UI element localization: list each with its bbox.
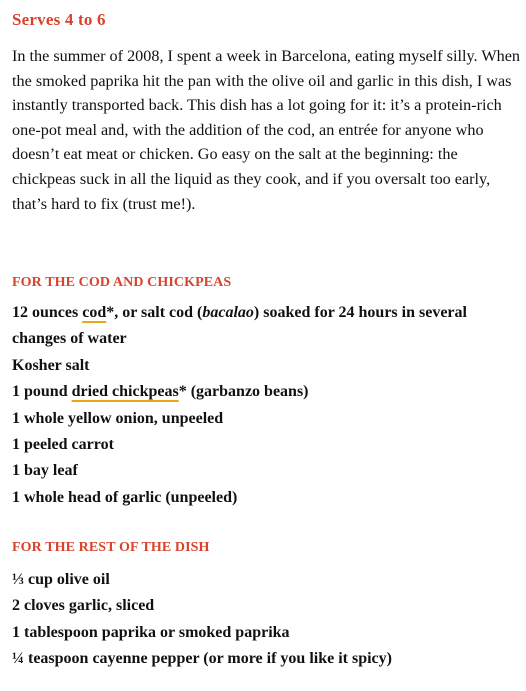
ingredient-item: 1 tablespoon paprika or smoked paprika [12,623,290,641]
ingredient-item: 12 ounces cod*, or salt cod (bacalao) soaked for 24 hours in several changes of water [12,304,467,348]
ingredient-item: Kosher salt [12,356,90,374]
ingredient-list-cod-chickpeas [12,300,522,511]
cod-link[interactable]: cod [82,304,107,321]
ingredient-item: 1 pound dried chickpeas* (garbanzo beans) [12,383,309,401]
ingredient-list-rest-of-dish [12,567,522,673]
ingredient-item: ¼ teaspoon cayenne pepper (or more if you like it spicy) [12,650,392,668]
section-heading-rest-of-dish: FOR THE REST OF THE DISH [12,540,210,555]
ingredient-item: 1 whole head of garlic (unpeeled) [12,488,238,506]
ingredient-item: 1 bay leaf [12,462,78,480]
section-heading-cod-chickpeas: FOR THE COD AND CHICKPEAS [12,275,232,290]
dried-chickpeas-link[interactable]: dried chickpeas [71,383,179,401]
ingredient-item: ⅓ cup olive oil [12,571,110,588]
ingredient-item: 1 peeled carrot [12,436,114,454]
ingredient-item: 1 whole yellow onion, unpeeled [12,409,224,427]
intro-paragraph: In the summer of 2008, I spent a week in Barcelona, eating myself silly. When the smoked paprika hit the pan with the olive oil and garlic in this dish, I was instantly transported back. This dish has a lot going for it: it’s a protein-rich one-pot meal and, with the addition of the cod, an entrée for anyone who doesn’t eat meat or chicken. Go easy on the salt at the beginning: the chickpeas suck in all the liquid as they cook, and if you oversalt too early, that’s hard to fix (trust me!). [12,47,520,213]
ingredient-item: 2 cloves garlic, sliced [12,597,155,615]
serves-label: Serves 4 to 6 [12,10,106,29]
